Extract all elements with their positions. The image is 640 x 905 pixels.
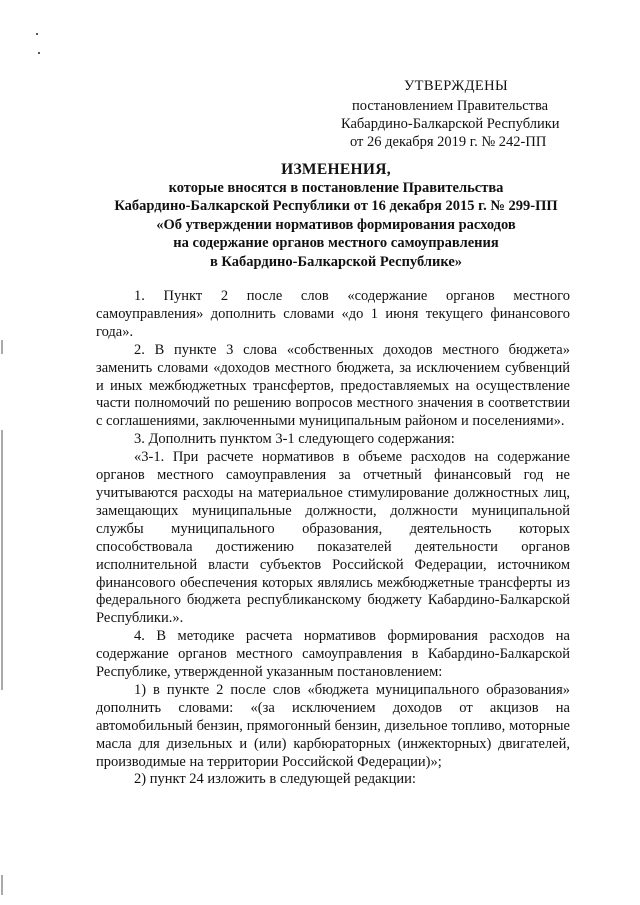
paragraph-quoted-3-1: «3-1. При расчете нормативов в объеме расходов на содержание органов местного самоуправления за отчетный финансовый год не учитываются расходы на материальное стимулирование должностных лиц, замещающих муниципальные должности, должности муниципальной службы муниципального образования, деятельность которых способствовала достижению показателей деятельности органов исполнительной власти субъектов Российской Федерации, источником финансового обеспечения которых являлись межбюджетные трансферты из федерального бюджета республиканскому бюджету Кабардино-Балкарской Республики.».	[96, 449, 570, 627]
title-heading: ИЗМЕНЕНИЯ,	[281, 161, 391, 178]
paragraph-item-4: 4. В методике расчета нормативов формирования расходов на содержание органов местного самоуправления в Кабардино-Балкарской Республике, утвержденной указанным постановлением:	[96, 628, 570, 681]
document-title	[92, 160, 580, 271]
scan-speck	[36, 33, 38, 35]
approval-line: постановлением Правительства	[352, 98, 549, 114]
paragraph-item-3: 3. Дополнить пунктом 3-1 следующего содержания:	[134, 431, 455, 448]
title-line: на содержание органов местного самоуправления	[173, 235, 499, 252]
scan-edge-mark	[1, 875, 3, 895]
scan-edge-mark	[1, 340, 3, 354]
paragraph-item-1: 1. Пункт 2 после слов «содержание органов местного самоуправления» дополнить словами «до 1 июня текущего финансового года».	[96, 288, 570, 340]
paragraph-item-2: 2. В пункте 3 слова «собственных доходов местного бюджета» заменить словами «доходов местного бюджета, за исключением субвенций и иных межбюджетных трансфертов, предоставляемых на осуществление части полномочий по решению вопросов местного значения в соответствии с соглашениями, заключенными муниципальным районом и поселениями».	[96, 341, 570, 430]
scan-edge-mark	[1, 430, 3, 690]
approval-heading: УТВЕРЖДЕНЫ	[404, 78, 509, 94]
title-line: «Об утверждении нормативов формирования расходов	[156, 216, 516, 233]
title-line: Кабардино-Балкарской Республики от 16 декабря 2015 г. № 299-ПП	[114, 198, 558, 215]
subparagraph-1: 1) в пункте 2 после слов «бюджета муниципального образования» дополнить словами: «(за исключением доходов от акцизов на автомобильный бензин, прямогонный бензин, дизельное топливо, моторные масла для дизельных и (или) карбюраторных (инжекторных) двигателей, производимые на территории Российской Федерации)»;	[96, 681, 570, 770]
document-body	[96, 288, 570, 789]
title-line: которые вносятся в постановление Правительства	[168, 180, 504, 196]
title-line: в Кабардино-Балкарской Республике»	[209, 253, 463, 270]
subparagraph-2: 2) пункт 24 изложить в следующей редакции:	[134, 771, 416, 788]
scan-speck	[38, 52, 40, 54]
approval-line: Кабардино-Балкарской Республики	[341, 116, 560, 132]
approval-date-line: от 26 декабря 2019 г. № 242-ПП	[350, 134, 547, 150]
